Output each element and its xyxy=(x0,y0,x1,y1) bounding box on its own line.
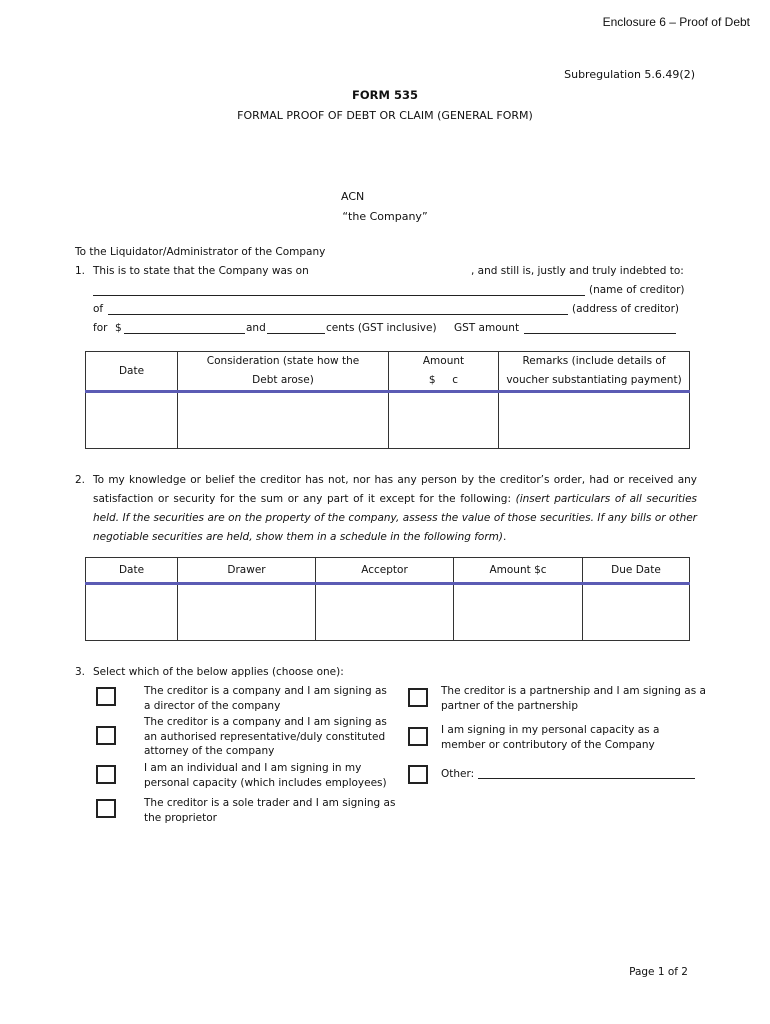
col-amount: Amount $ c xyxy=(389,352,499,392)
cell-amount[interactable] xyxy=(454,584,583,641)
and-label: and xyxy=(246,322,266,334)
creditor-name-label: (name of creditor) xyxy=(589,284,685,296)
acn-label: ACN xyxy=(341,190,365,203)
item2-number: 2. xyxy=(75,474,86,486)
item2-italic-text: (insert particulars of all securities held. If the securities are on the property of the company, assess the value of those securities. If any bills or other negotiable securities are held, show them in a schedule in the following form) xyxy=(93,493,697,543)
option-member: I am signing in my personal capacity as a member or contributory of the Company xyxy=(441,724,660,751)
creditor-address-field[interactable] xyxy=(108,303,568,315)
col-acceptor: Acceptor xyxy=(316,558,454,584)
debt-table xyxy=(85,351,690,449)
other-field[interactable] xyxy=(478,767,695,779)
table-row xyxy=(86,392,690,449)
cents-field[interactable] xyxy=(267,322,325,334)
dollar-sign: $ xyxy=(115,322,122,334)
page-number: Page 1 of 2 xyxy=(629,966,688,978)
item2-paragraph xyxy=(75,471,697,547)
cell-consideration[interactable] xyxy=(178,392,389,449)
item3-number: 3. xyxy=(75,666,86,678)
item1-text-end: , and still is, justly and truly indebted to: xyxy=(471,265,684,277)
item1-text-start: This is to state that the Company was on xyxy=(93,265,309,277)
col-due-date: Due Date xyxy=(583,558,690,584)
company-label: “the Company” xyxy=(342,210,428,223)
creditor-address-label: (address of creditor) xyxy=(572,303,679,315)
of-label: of xyxy=(93,303,104,315)
checkbox-individual[interactable] xyxy=(96,765,116,784)
cell-acceptor[interactable] xyxy=(316,584,454,641)
for-label: for xyxy=(93,322,108,334)
cell-drawer[interactable] xyxy=(178,584,316,641)
item2-text: To my knowledge or belief the creditor has not, nor has any person by the creditor’s order, had or received any satisfaction or security for the sum or any part of it except for the following: xyxy=(93,474,697,505)
checkbox-other[interactable] xyxy=(408,765,428,784)
option-individual: I am an individual and I am signing in my personal capacity (which includes employees) xyxy=(144,762,387,789)
col-remarks: Remarks (include details of voucher substantiating payment) xyxy=(499,352,690,392)
enclosure-label: Enclosure 6 – Proof of Debt xyxy=(602,15,750,29)
col-date: Date xyxy=(86,352,178,392)
option-other: Other: xyxy=(441,768,475,780)
checkbox-director[interactable] xyxy=(96,687,116,706)
cell-due-date[interactable] xyxy=(583,584,690,641)
col-drawer: Drawer xyxy=(178,558,316,584)
option-partnership: The creditor is a partnership and I am signing as a partner of the partnership xyxy=(441,685,706,712)
table-row xyxy=(86,584,690,641)
subregulation-label: Subregulation 5.6.49(2) xyxy=(564,68,695,81)
cell-amount[interactable] xyxy=(389,392,499,449)
option-director: The creditor is a company and I am signing as a director of the company xyxy=(144,685,387,712)
option-sole-trader: The creditor is a sole trader and I am signing as the proprietor xyxy=(144,797,396,824)
addressee-line: To the Liquidator/Administrator of the Company xyxy=(75,246,326,258)
gst-amount-field[interactable] xyxy=(524,322,676,334)
cents-label: cents (GST inclusive) xyxy=(326,322,437,334)
col-date: Date xyxy=(86,558,178,584)
gst-label: GST amount xyxy=(454,322,520,334)
item2-end: . xyxy=(503,531,507,543)
form-title: FORMAL PROOF OF DEBT OR CLAIM (GENERAL FORM) xyxy=(237,109,533,122)
form-number: FORM 535 xyxy=(352,88,418,102)
checkbox-sole-trader[interactable] xyxy=(96,799,116,818)
item3-prompt: Select which of the below applies (choose one): xyxy=(93,666,344,678)
col-amount: Amount $c xyxy=(454,558,583,584)
creditor-name-field[interactable] xyxy=(93,284,585,296)
col-consideration: Consideration (state how the Debt arose) xyxy=(178,352,389,392)
cell-remarks[interactable] xyxy=(499,392,690,449)
cell-date[interactable] xyxy=(86,584,178,641)
cell-date[interactable] xyxy=(86,392,178,449)
securities-table xyxy=(85,557,690,641)
checkbox-partnership[interactable] xyxy=(408,688,428,707)
option-authorised-representative: The creditor is a company and I am signing as an authorised representative/duly constituted attorney of the company xyxy=(144,716,387,757)
checkbox-authorised-representative[interactable] xyxy=(96,726,116,745)
item1-number: 1. xyxy=(75,265,86,277)
dollars-field[interactable] xyxy=(124,322,245,334)
checkbox-member[interactable] xyxy=(408,727,428,746)
